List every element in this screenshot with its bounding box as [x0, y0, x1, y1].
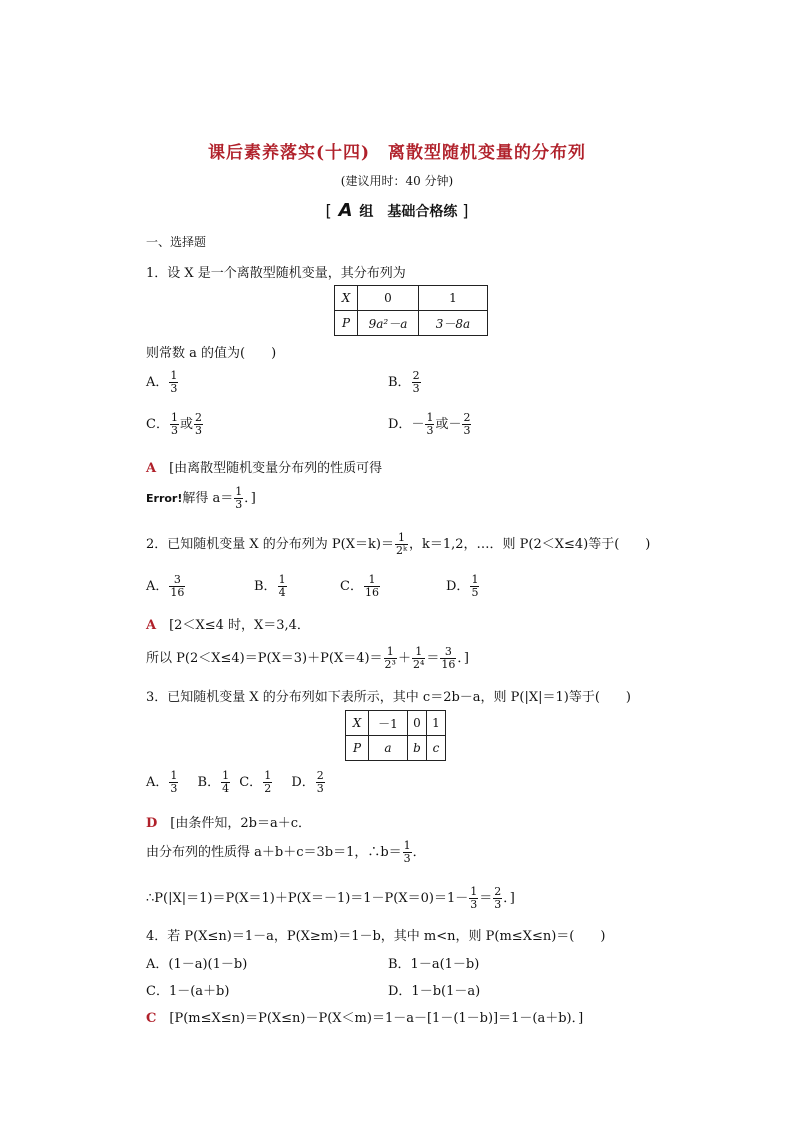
fraction: $\frac{3}{16}$ [441, 645, 456, 671]
q3-option-c: C． $\frac{1}{2}$ [239, 769, 272, 795]
fraction: $\frac{2}{3}$ [316, 769, 324, 795]
table-cell: 3－8a [419, 311, 488, 336]
fraction: $\frac{1}{4}$ [278, 573, 286, 599]
q1-prompt: 则常数 a 的值为( ) [146, 346, 277, 361]
fraction: $\frac{1}{\text{2ᵏ}}$ [395, 531, 407, 557]
group-heading [0, 200, 794, 221]
q3-solution-2: ∴P(|X|＝1)＝P(X＝1)＋P(X＝－1)＝1－P(X＝0)＝1－ $\frac{1}{3}$ ＝ $\frac{2}{3}$ ．] [146, 885, 515, 911]
q3-option-a: A． $\frac{1}{3}$ [146, 769, 178, 795]
table-cell: －1 [369, 711, 408, 736]
q2-option-b: B． $\frac{1}{4}$ [254, 573, 286, 599]
q3-options [146, 770, 326, 795]
q2-stem: 2．已知随机变量 X 的分布列为 P(X＝k)＝ $\frac{1}{\text{2ᵏ}}$ ，k＝1,2，…．则 P(2＜X≤4)等于( ) [146, 531, 651, 557]
table-cell: b [408, 736, 427, 761]
fraction: $\frac{1}{3}$ [470, 885, 478, 911]
fraction: $\frac{1}{3}$ [170, 769, 178, 795]
fraction: $\frac{3}{16}$ [170, 573, 185, 599]
table-cell: P [346, 736, 369, 761]
q4-stem: 4．若 P(X≤n)＝1－a，P(X≥m)＝1－b，其中 m<n，则 P(m≤X≤n)＝( ) [146, 929, 606, 944]
q2-answer-line: A [2＜X≤4 时，X＝3,4． [146, 618, 310, 633]
fraction: $\frac{1}{\text{2⁴}}$ [412, 645, 425, 671]
table-cell: X [346, 711, 369, 736]
q4-option-c: C．1－(a＋b) [146, 984, 230, 999]
answer-letter: A [146, 618, 157, 633]
fraction: $\frac{2}{3}$ [412, 369, 420, 395]
q3-answer-line: D [由条件知，2b＝a＋c． [146, 816, 311, 831]
fraction: $\frac{2}{3}$ [463, 411, 471, 437]
q3-option-b: B． $\frac{1}{4}$ [197, 769, 230, 795]
q2-option-c: C． $\frac{1}{16}$ [340, 573, 379, 599]
fraction: $\frac{1}{3}$ [235, 485, 243, 511]
fraction: $\frac{1}{3}$ [426, 411, 434, 437]
q4-option-d: D．1－b(1－a) [388, 984, 481, 999]
q4-option-a: A．(1－a)(1－b) [146, 957, 248, 972]
table-cell: P [335, 311, 358, 336]
q3-distribution-table [345, 710, 446, 761]
q1-answer-line: A [由离散型随机变量分布列的性质可得 [146, 461, 383, 476]
answer-letter: A [146, 461, 157, 476]
fraction: $\frac{1}{3}$ [170, 411, 178, 437]
group-label: 组 基础合格练 [359, 204, 458, 220]
q1-option-a: A． $\frac{1}{3}$ [146, 369, 178, 395]
q4-option-b: B．1－a(1－b) [388, 957, 480, 972]
fraction: $\frac{1}{4}$ [222, 769, 230, 795]
fraction: $\frac{1}{5}$ [471, 573, 479, 599]
table-cell: 9a²－a [358, 311, 419, 336]
answer-letter: D [146, 816, 158, 831]
page-title: 课后素养落实(十四) 离散型随机变量的分布列 [207, 143, 587, 163]
fraction: $\frac{1}{2}$ [264, 769, 272, 795]
fraction: $\frac{1}{16}$ [364, 573, 379, 599]
fraction: $\frac{1}{\text{2³}}$ [384, 645, 396, 671]
group-bracket-open: [ [325, 201, 332, 220]
fraction: $\frac{1}{3}$ [170, 369, 178, 395]
table-cell: X [335, 286, 358, 311]
q1-option-c: C． $\frac{1}{3}$ 或 $\frac{2}{3}$ [146, 411, 202, 437]
table-cell: 0 [358, 286, 419, 311]
answer-letter: C [146, 1011, 157, 1026]
q1-stem: 1．设 X 是一个离散型随机变量，其分布列为 [146, 266, 406, 281]
q2-option-d: D． $\frac{1}{5}$ [446, 573, 479, 599]
q2-solution: 所以 P(2＜X≤4)＝P(X＝3)＋P(X＝4)＝ $\frac{1}{\text{2³}}$ ＋ $\frac{1}{\text{2⁴}}$ ＝ $\frac{3}{16}$ ．] [146, 645, 469, 671]
error-marker: Error! [146, 492, 183, 505]
table-cell: a [369, 736, 408, 761]
fraction: $\frac{2}{3}$ [194, 411, 202, 437]
fraction: $\frac{1}{3}$ [403, 839, 411, 865]
q4-answer-line: C [P(m≤X≤n)＝P(X≤n)－P(X＜m)＝1－a－[1－(1－b)]＝1－(a＋b)．] [146, 1011, 584, 1026]
table-cell: 1 [427, 711, 446, 736]
group-bracket-close: ] [462, 201, 469, 220]
section-heading: 一、选择题 [146, 235, 207, 249]
q3-stem: 3．已知随机变量 X 的分布列如下表所示，其中 c＝2b－a，则 P(|X|＝1)等于( ) [146, 690, 631, 705]
q1-distribution-table [334, 285, 488, 336]
q3-option-d: D． $\frac{2}{3}$ [291, 769, 324, 795]
table-cell: c [427, 736, 446, 761]
fraction: $\frac{2}{3}$ [494, 885, 502, 911]
table-cell: 0 [408, 711, 427, 736]
q1-option-d: D．－ $\frac{1}{3}$ 或－ $\frac{2}{3}$ [388, 411, 471, 437]
q1-option-b: B． $\frac{2}{3}$ [388, 369, 420, 395]
suggested-time: (建议用时：40 分钟) [340, 174, 454, 188]
q3-solution-1: 由分布列的性质得 a＋b＋c＝3b＝1，∴b＝ $\frac{1}{3}$ ． [146, 839, 426, 865]
table-cell: 1 [419, 286, 488, 311]
q2-option-a: A． $\frac{3}{16}$ [146, 573, 185, 599]
group-letter: A [338, 200, 353, 221]
q1-solution: Error!解得 a＝ $\frac{1}{3}$ ．] [146, 485, 256, 511]
